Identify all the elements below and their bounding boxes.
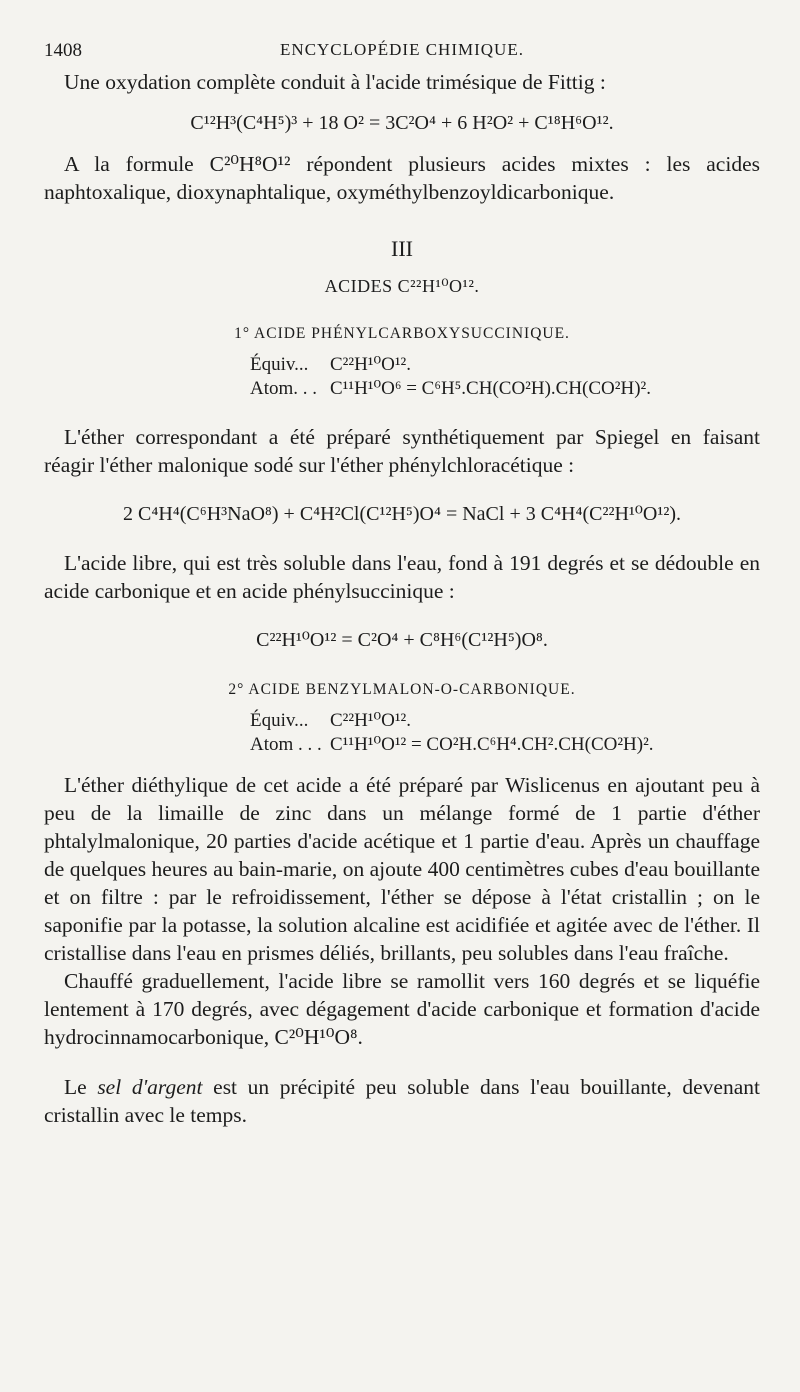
paragraph-trimesic: Une oxydation complète conduit à l'acide trimésique de Fittig : [64, 70, 606, 94]
page-number: 1408 [44, 40, 82, 61]
page-header [44, 40, 760, 64]
atom-label: Atom . . . [250, 734, 322, 755]
equiv-formula: C²²H¹⁰O¹². [330, 710, 411, 731]
atom-label: Atom. . . [250, 378, 318, 399]
equiv-label: Équiv... [250, 354, 309, 375]
paragraph-wislicenus: L'éther diéthylique de cet acide a été préparé par Wislicenus en ajoutant peu à peu de la limaille de zinc dans un mélange formé de 1 partie d'éther phtalylmalonique, 20 parties d'acide acétique et 1 partie d'eau. Après un chauffage de quelques heures au bain-marie, on ajoute 400 centimètres cubes d'eau bouillante et on filtre : par le refroidissement, l'éther se dépose à l'état cristallin ; on le saponifie par la potasse, la solution alcaline est acidifiée et agitée avec de l'éther. Il cristallise dans l'eau en prismes déliés, brillants, peu solubles dans l'eau fraîche. [44, 773, 760, 965]
atom-formula: C¹¹H¹⁰O⁶ = C⁶H⁵.CH(CO²H).CH(CO²H)². [330, 378, 651, 399]
running-title: ENCYCLOPÉDIE CHIMIQUE. [280, 40, 524, 59]
paragraph-free-acid: L'acide libre, qui est très soluble dans l'eau, fond à 191 degrés et se dédouble en acide carbonique et en acide phénylsuccinique : [44, 551, 760, 603]
silver-salt-term: sel d'argent [97, 1075, 203, 1099]
paragraph-spiegel: L'éther correspondant a été préparé synthétiquement par Spiegel en faisant réagir l'éther malonique sodé sur l'éther phénylchloracétique : [44, 425, 760, 477]
paragraph-mixed-acids: A la formule C²⁰H⁸O¹² répondent plusieurs acides mixtes : les acides naphtoxalique, dioxynaphtalique, oxyméthylbenzoyldicarbonique. [44, 152, 760, 204]
paragraph-silver-salt [44, 1073, 760, 1129]
equation-decomposition: C²²H¹⁰O¹² = C²O⁴ + C⁸H⁶(C¹²H⁵)O⁸. [256, 629, 548, 651]
atom-formula: C¹¹H¹⁰O¹² = CO²H.C⁶H⁴.CH².CH(CO²H)². [330, 734, 654, 755]
subsection-title-2: 2° ACIDE BENZYLMALON-O-CARBONIQUE. [228, 681, 576, 698]
silver-salt-rest: est un précipité peu soluble dans l'eau bouillante, devenant cristallin avec le temps. [44, 1075, 760, 1127]
subsection-title-1: 1° ACIDE PHÉNYLCARBOXYSUCCINIQUE. [234, 325, 570, 342]
equiv-label: Équiv... [250, 710, 309, 731]
page-body [44, 68, 760, 1129]
paragraph-heating: Chauffé graduellement, l'acide libre se ramollit vers 160 degrés et se liquéfie lentement à 170 degrés, avec dégagement d'acide carbonique et formation d'acide hydrocinnamocarbonique, C²⁰H¹⁰O⁸. [44, 969, 760, 1049]
equation-synthesis: 2 C⁴H⁴(C⁶H³NaO⁸) + C⁴H²Cl(C¹²H⁵)O⁴ = NaCl + 3 C⁴H⁴(C²²H¹⁰O¹²). [123, 503, 681, 525]
section-title: ACIDES C²²H¹⁰O¹². [324, 276, 480, 296]
equation-oxidation: C¹²H³(C⁴H⁵)³ + 18 O² = 3C²O⁴ + 6 H²O² + C¹⁸H⁶O¹². [190, 112, 614, 134]
formula-block-1 [250, 353, 760, 401]
equiv-formula: C²²H¹⁰O¹². [330, 354, 411, 375]
formula-block-2 [250, 709, 760, 757]
silver-salt-lead: Le [64, 1075, 98, 1099]
section-number: III [391, 236, 413, 261]
